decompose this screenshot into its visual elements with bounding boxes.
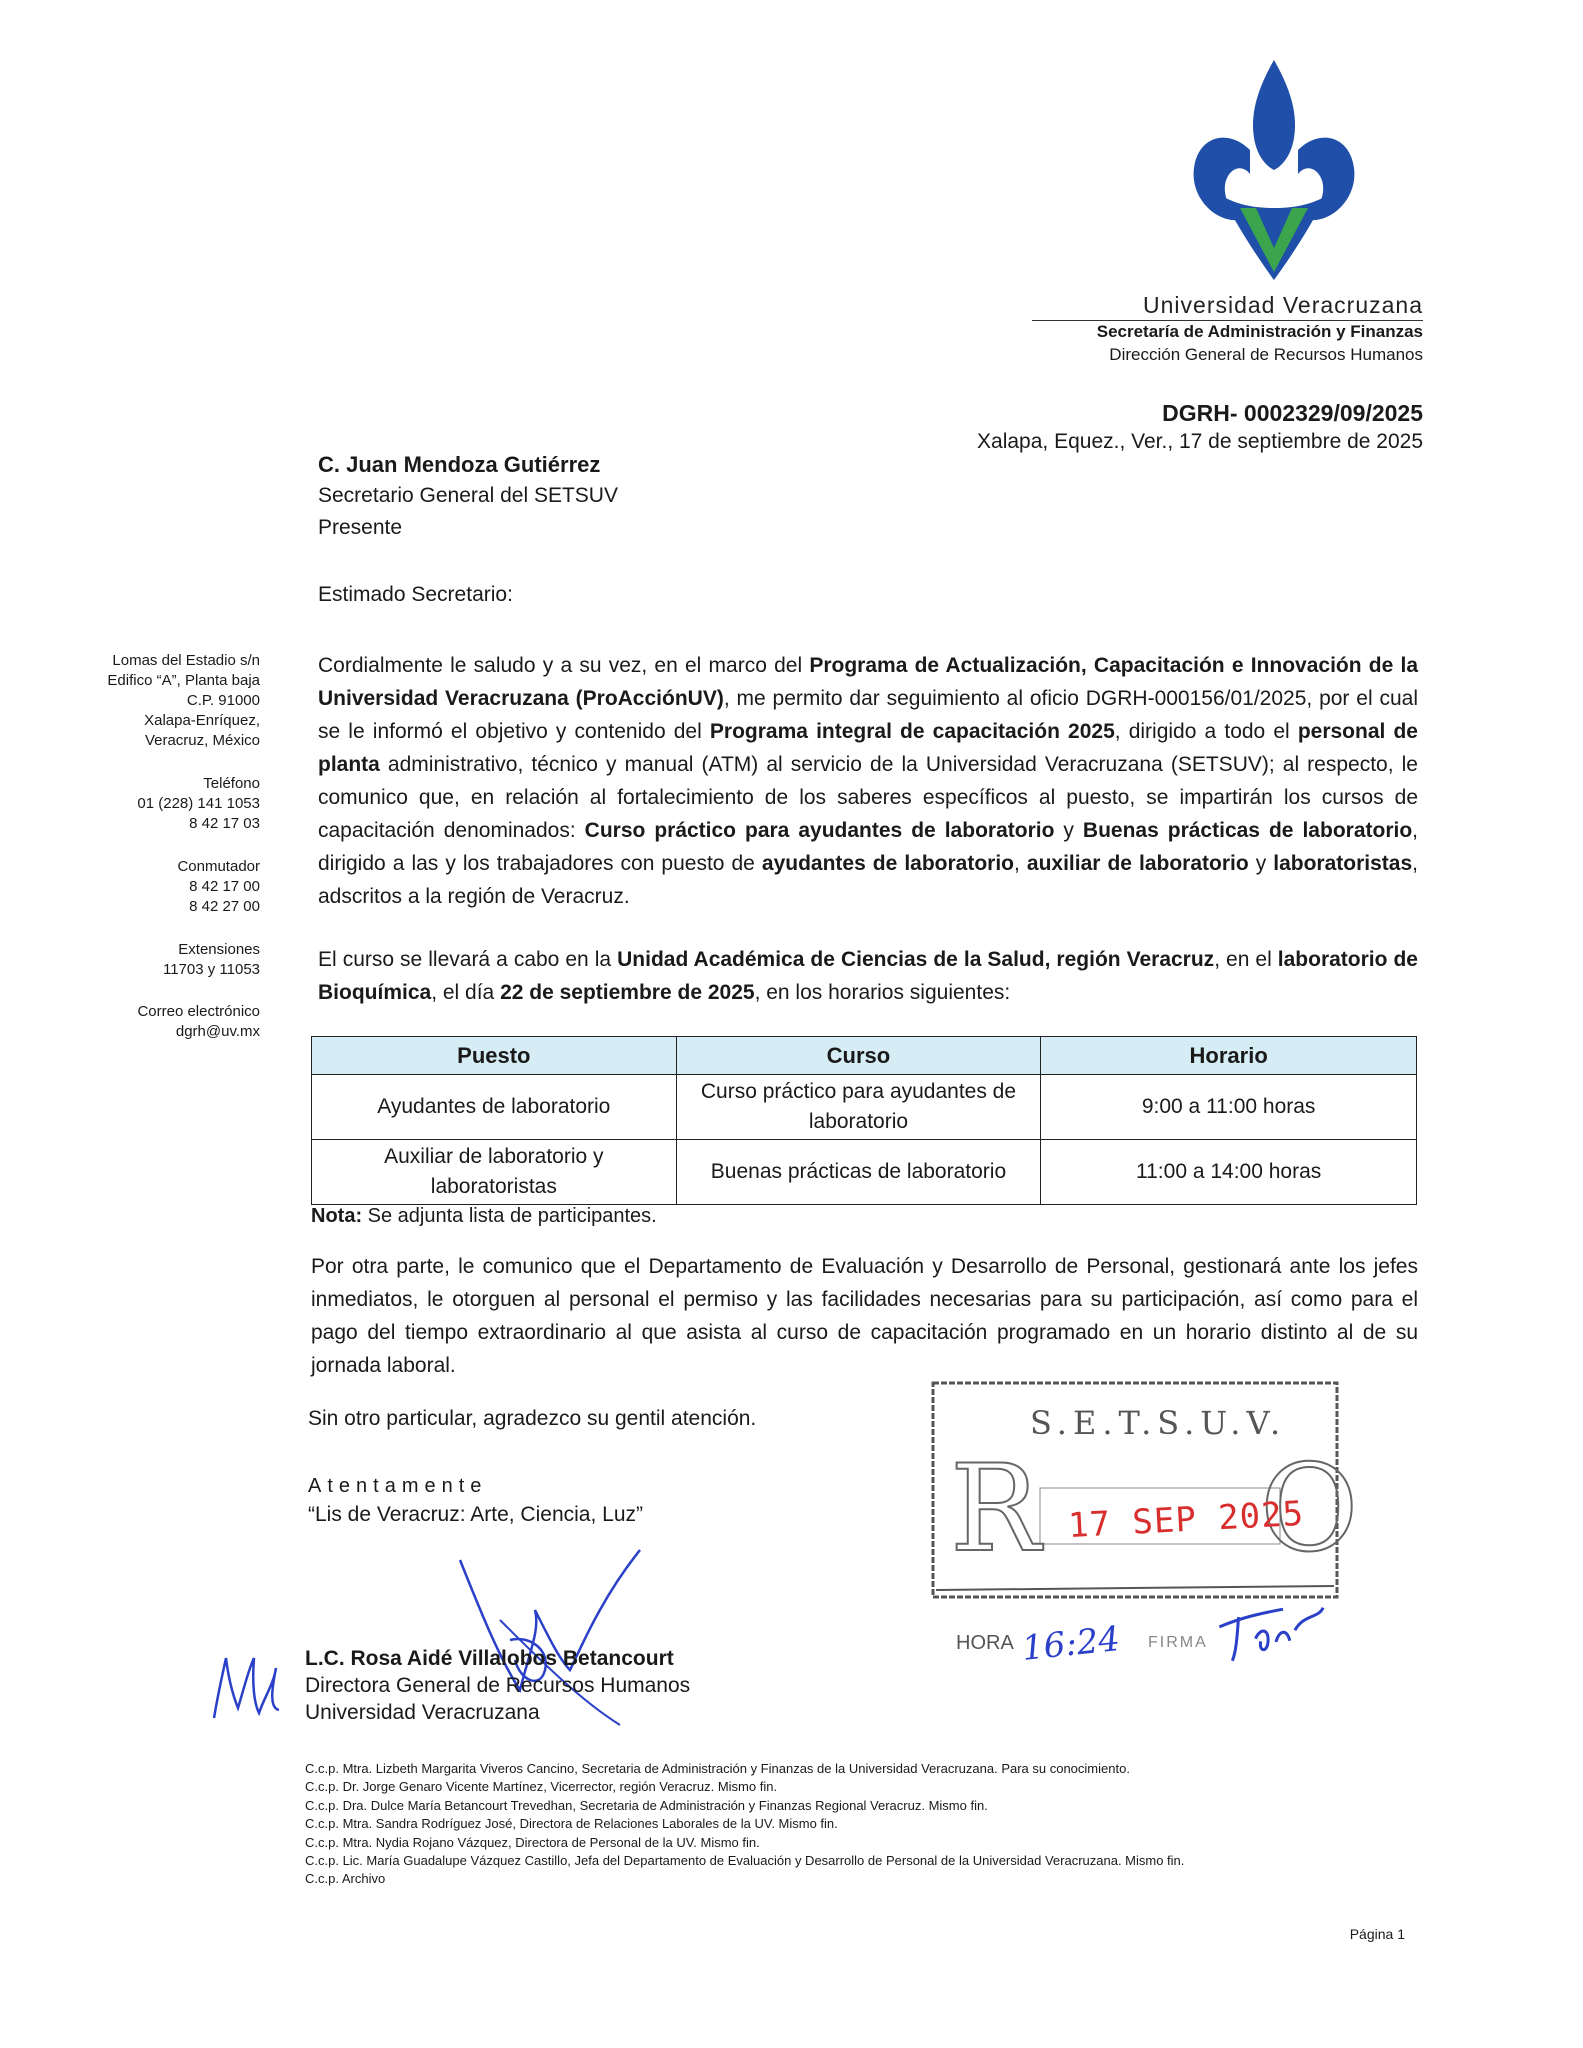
motto: “Lis de Veracruz: Arte, Ciencia, Luz” (308, 1503, 643, 1526)
note-text: Se adjunta lista de participantes. (362, 1205, 657, 1227)
text-run: , en los horarios siguientes: (754, 981, 1011, 1004)
note (311, 1205, 657, 1228)
secretariat-name: Secretaría de Administración y Finanzas (1096, 322, 1423, 341)
text-run: , adscritos a la región de Veracruz. (318, 852, 1418, 908)
table-cell: Auxiliar de laboratorio y laboratoristas (312, 1140, 677, 1205)
cc-line: C.c.p. Mtra. Nydia Rojano Vázquez, Directora de Personal de la UV. Mismo fin. (305, 1834, 760, 1850)
text-run: administrativo, técnico y manual (ATM) al servicio de la Universidad Veracruzana (SETSUV); al respecto, le comunico que, en relación al fortalecimiento de los saberes específicos al puesto, se impartirán los cursos de capacitación denominados: (318, 753, 1418, 842)
address-line: C.P. 91000 (186, 692, 260, 709)
text-run: , el día (431, 981, 501, 1004)
text-run: El curso se llevará a cabo en la (318, 948, 618, 971)
body-paragraph-2 (318, 943, 1418, 1009)
stamp-hora-label: HORA (956, 1632, 1014, 1654)
bold-text-run: laboratorio de Bioquímica (318, 948, 1418, 1004)
column-header: Horario (1041, 1037, 1417, 1075)
atentamente: Atentamente (308, 1475, 488, 1497)
fleur-de-lis-logo-icon (1188, 58, 1360, 284)
sidebar-email (60, 1002, 260, 1042)
switchboard-label: Conmutador (177, 858, 260, 875)
table-cell: 11:00 a 14:00 horas (1041, 1140, 1417, 1205)
stamp-time: 16:24 (1020, 1618, 1122, 1670)
directorate-name: Dirección General de Recursos Humanos (1109, 345, 1423, 364)
note-label: Nota: (311, 1205, 363, 1227)
text-run: , dirigido a todo el (1114, 720, 1298, 743)
extensions-value: 11703 y 11053 (162, 961, 260, 978)
header-divider (1032, 320, 1423, 321)
phone-label: Teléfono (203, 775, 260, 792)
university-name: Universidad Veracruzana (1143, 292, 1423, 318)
text-run: Cordialmente le saludo y a su vez, en el marco del (318, 654, 810, 677)
bold-text-run: personal de planta (318, 720, 1418, 776)
table-cell: 9:00 a 11:00 horas (1041, 1075, 1417, 1140)
cc-line: C.c.p. Archivo (305, 1871, 386, 1887)
table-cell: Buenas prácticas de laboratorio (676, 1140, 1041, 1205)
salutation: Estimado Secretario: (318, 583, 513, 606)
column-header: Curso (676, 1037, 1041, 1075)
sidebar-switchboard (60, 857, 260, 917)
closing-line: Sin otro particular, agradezco su gentil atención. (308, 1407, 757, 1430)
table-cell: Curso práctico para ayudantes de laboratorio (676, 1075, 1041, 1140)
cc-line: C.c.p. Dra. Dulce María Betancourt Trevedhan, Secretaria de Administración y Finanzas Regional Veracruz. Mismo fin. (305, 1797, 988, 1813)
recipient-title: Secretario General del SETSUV (318, 484, 618, 507)
bold-text-run: Programa de Actualización, Capacitación e Innovación de la Universidad Veracruzana (ProAcciónUV) (318, 654, 1418, 710)
table-row (312, 1140, 1417, 1205)
body-paragraph-3: Por otra parte, le comunico que el Departamento de Evaluación y Desarrollo de Personal, gestionará ante los jefes inmediatos, le otorguen al personal el permiso y las facilidades necesarias para su participación, así como para el pago del tiempo extraordinario al que asista al curso de capacitación programado en un horario distinto al de su jornada laboral. (311, 1255, 1418, 1377)
email-value: dgrh@uv.mx (175, 1023, 260, 1040)
bold-text-run: auxiliar de laboratorio (1026, 852, 1249, 875)
table-cell: Ayudantes de laboratorio (312, 1075, 677, 1140)
text-run: y (1054, 819, 1083, 842)
recipient-presente: Presente (318, 516, 403, 539)
address-line: Lomas del Estadio s/n (112, 652, 260, 669)
bold-text-run: ayudantes de laboratorio (761, 852, 1015, 875)
recipient-name: C. Juan Mendoza Gutiérrez (318, 452, 601, 477)
cc-line: C.c.p. Mtra. Sandra Rodríguez José, Directora de Relaciones Laborales de la UV. Mismo fin. (305, 1816, 838, 1832)
text-run: , dirigido a las y los trabajadores con puesto de (318, 819, 1418, 875)
email-label: Correo electrónico (137, 1003, 260, 1020)
address-line: Veracruz, México (144, 732, 260, 749)
stamp-firma-label: FIRMA (1148, 1634, 1208, 1651)
bold-text-run: Curso práctico para ayudantes de laboratorio (584, 819, 1055, 842)
signer-org: Universidad Veracruzana (305, 1701, 540, 1724)
table-header-row (312, 1037, 1417, 1075)
column-header: Puesto (312, 1037, 677, 1075)
document-date: Xalapa, Equez., Ver., 17 de septiembre de 2025 (977, 430, 1423, 453)
switchboard-number: 8 42 27 00 (189, 898, 260, 915)
signer-title: Directora General de Recursos Humanos (305, 1674, 691, 1697)
switchboard-number: 8 42 17 00 (189, 878, 260, 895)
cc-line: C.c.p. Dr. Jorge Genaro Vicente Martínez, Vicerrector, región Veracruz. Mismo fin. (305, 1779, 778, 1795)
extensions-label: Extensiones (178, 941, 260, 958)
schedule-table (311, 1036, 1417, 1205)
bold-text-run: Buenas prácticas de laboratorio (1082, 819, 1413, 842)
sidebar-extensions (60, 940, 260, 980)
cc-line: C.c.p. Mtra. Lizbeth Margarita Viveros Cancino, Secretaria de Administración y Finanzas de la Universidad Veracruzana. Para su conocimiento. (305, 1761, 1130, 1776)
address-line: Xalapa-Enríquez, (144, 712, 260, 729)
stamp-date: 17 SEP 2025 (1067, 1493, 1306, 1547)
cc-list (305, 1760, 1184, 1889)
sidebar-phone (60, 774, 260, 834)
table-row (312, 1075, 1417, 1140)
phone-number: 8 42 17 03 (189, 815, 260, 832)
phone-number: 01 (228) 141 1053 (137, 795, 260, 812)
address-line: Edifico “A”, Planta baja (107, 672, 260, 689)
bold-text-run: Programa integral de capacitación 2025 (709, 720, 1115, 743)
bold-text-run: laboratoristas (1273, 852, 1413, 875)
text-run: , (1014, 852, 1027, 875)
cc-line: C.c.p. Lic. María Guadalupe Vázquez Castillo, Jefa del Departamento de Evaluación y Desarrollo de Personal de la Universidad Veracruzana. Mismo fin. (305, 1853, 1185, 1869)
stamp-handwritten-initials (1213, 1597, 1338, 1667)
document-number: DGRH- 0002329/09/2025 (1162, 400, 1423, 426)
body-paragraph-1 (318, 649, 1418, 913)
signer-name: L.C. Rosa Aidé Villalobos Betancourt (305, 1647, 674, 1670)
text-run: , me permito dar seguimiento al oficio DGRH-000156/01/2025, por el cual se le informó el objetivo y contenido del (318, 687, 1418, 743)
text-run: y (1248, 852, 1274, 875)
bold-text-run: 22 de septiembre de 2025 (500, 981, 755, 1004)
handwritten-initials (204, 1638, 284, 1728)
sidebar-address (60, 651, 260, 751)
text-run: , en el (1214, 948, 1278, 971)
stamp-org: S.E.T.S.U.V. (1030, 1404, 1287, 1442)
svg-text:R: R (950, 1440, 1035, 1579)
svg-text:O: O (1260, 1440, 1359, 1579)
page-number: Página 1 (1349, 1926, 1405, 1942)
bold-text-run: Unidad Académica de Ciencias de la Salud, región Veracruz (617, 948, 1215, 971)
